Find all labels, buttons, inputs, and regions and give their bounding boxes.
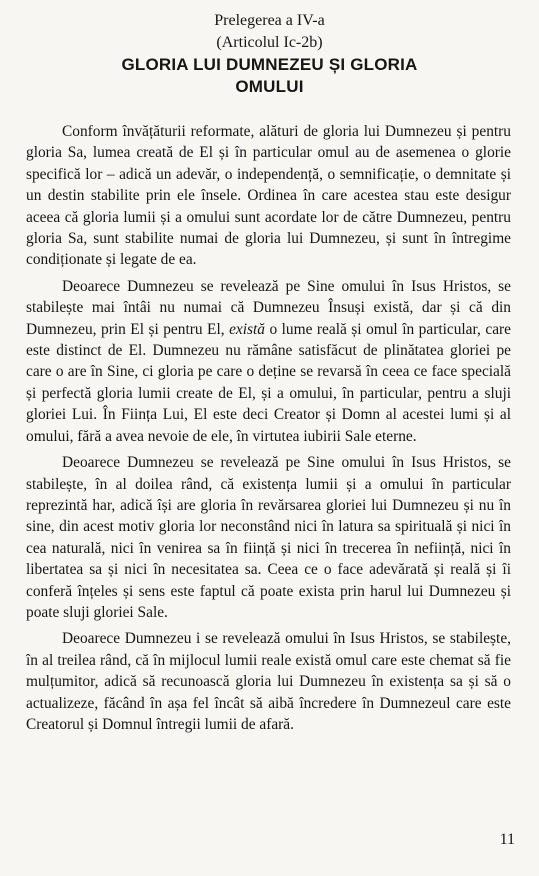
lecture-label: Prelegerea a IV-a — [214, 12, 325, 29]
paragraph-4: Deoarece Dumnezeu i se revelează omului în Isus Hristos, se stabilește, în al treilea rând, că în mijlocul lumii reale există omul care este chemat să fie mulțumitor, adică să recunoască gloria lui Dumnezeu în existența sa și să o actualizeze, făcând în așa fel încât să aibă încredere în Dumnezeul care este Creatorul și Domnul întregii lumii de afară. — [26, 630, 511, 733]
body-text — [26, 121, 511, 740]
paragraph-1: Conform învățăturii reformate, alături de gloria lui Dumnezeu și pentru gloria Sa, lumea creată de El și în particular omul au de asemenea o glorie specifică lor – adică un adevăr, o independență, o semnificație, o demnitate și un destin stabilite prin ele însele. Ordinea în care acestea stau este desigur aceea că gloria lumii și a omului sunt acordate lor de către Dumnezeu, pentru gloria Sa, sunt stabilite numai de gloria lui Dumnezeu, și sunt în întregime condiționate și legate de ea. — [26, 123, 511, 269]
paragraph-3: Deoarece Dumnezeu se revelează pe Sine omului în Isus Hristos, se stabilește, în al doilea rând, că existența lumii și a omului în particular reprezintă har, adică își are gloria în revărsarea gloriei lui Dumnezeu și nu în sine, din acest motiv gloria lor neconstând nici în latura sa spirituală și nici în cea naturală, nici în venirea sa în ființă și nici în trecerea în neființă, nici în libertatea sa și nici în necesitatea sa. Ceea ce o face adevărată și reală și îi conferă înțeles și sens este faptul că poate exista prin harul lui Dumnezeu și poate sluji gloriei Sale. — [26, 454, 511, 621]
chapter-title-line-1: GLORIA LUI DUMNEZEU ȘI GLORIA — [121, 55, 418, 74]
chapter-heading — [0, 10, 539, 98]
paragraph-2-text-before: Deoarece Dumnezeu se revelează pe Sine omului în Isus Hristos, se stabilește mai întâi nu numai că Dumnezeu Însuși există, dar și că din Dumnezeu, prin El și pentru El, — [26, 277, 511, 338]
article-label: (Articolul Ic-2b) — [216, 34, 323, 51]
paragraph-2-text-after: o lume reală și omul în particular, care este distinct de El. Dumnezeu nu rămâne satisfăcut de plinătatea gloriei pe care o are în Sine, ci gloria pe care o deține se revarsă în ceea ce face specială și perfectă gloria lumii create de El, și a omului, în particular, pentru a sluji gloriei Lui. În Ființa Lui, El este deci Creator și Domn al acestei lumi și al omului, fără a avea nevoie de ele, în virtutea iubirii Sale eterne. — [26, 320, 511, 445]
paragraph-2-emphasis: există — [229, 320, 265, 338]
paragraph-2 — [26, 276, 511, 447]
page-number: 11 — [499, 831, 515, 848]
chapter-title-line-2: OMULUI — [235, 77, 304, 96]
